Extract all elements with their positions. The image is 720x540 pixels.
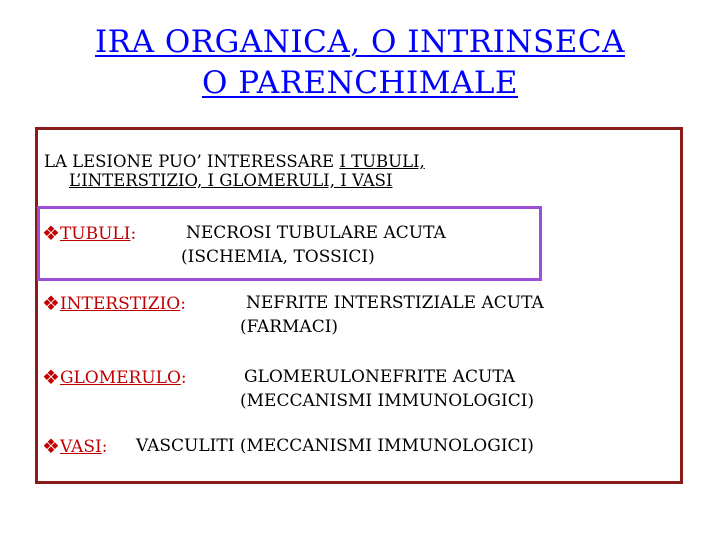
intro-text [44,152,425,190]
term-glomerulo: GLOMERULO [59,368,181,388]
diamond-bullet-icon: ❖ [42,434,60,458]
term-colon: : [101,437,108,457]
desc-vasi: VASCULITI (MECCANISMI IMMUNOLOGICI) [136,436,534,456]
term-interstizio: INTERSTIZIO [59,294,181,314]
diamond-bullet-icon: ❖ [42,291,60,315]
list-item-vasi [42,434,107,458]
slide-title [0,22,720,104]
term-tubuli: TUBULI [59,224,131,244]
desc-glomerulo: GLOMERULONEFRITE ACUTA [244,367,516,387]
desc2-interstizio: (FARMACI) [240,317,339,337]
term-colon: : [180,368,187,388]
desc2-tubuli: (ISCHEMIA, TOSSICI) [181,247,375,267]
term-vasi: VASI [59,437,102,457]
list-item-glomerulo [42,365,187,389]
title-line-2: O PARENCHIMALE [201,65,519,101]
diamond-bullet-icon: ❖ [42,221,60,245]
diamond-bullet-icon: ❖ [42,365,60,389]
intro-line-2: L’INTERSTIZIO, I GLOMERULI, I VASI [69,171,393,190]
desc2-glomerulo: (MECCANISMI IMMUNOLOGICI) [240,391,535,411]
term-colon: : [130,224,137,244]
list-item-interstizio [42,291,186,315]
title-line-1: IRA ORGANICA, O INTRINSECA [95,24,625,60]
intro-line-1-underlined: I TUBULI, [339,152,425,171]
intro-line-1 [44,152,425,171]
term-colon: : [180,294,186,314]
list-item-tubuli [42,221,136,245]
desc-interstizio: NEFRITE INTERSTIZIALE ACUTA [246,293,544,313]
intro-line-1-start: LA LESIONE PUO’ INTERESSARE [44,152,340,171]
desc-tubuli: NECROSI TUBULARE ACUTA [186,223,446,243]
